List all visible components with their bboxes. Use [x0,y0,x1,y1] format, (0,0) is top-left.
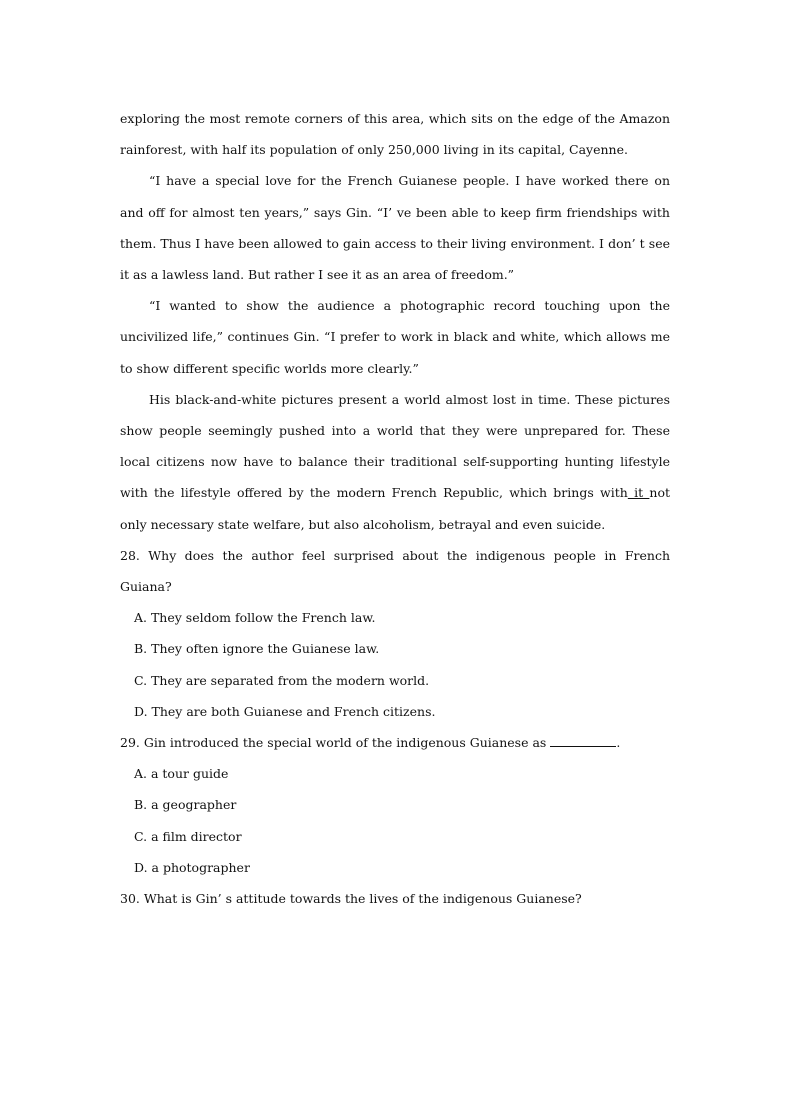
passage-paragraph-2: “I have a special love for the French Guianese people. I have worked there on and off for almost ten years,” says Gin. “I’ ve been able to keep firm friendships with them. Thus I have been allowed to gain access to their living environment. I don’ t see it as a lawless land. But rather I see it as an area of freedom.” [120,173,670,283]
question-28-option-c: C. They are separated from the modern world. [134,672,430,688]
question-29-stem [120,727,670,758]
passage-paragraph-4 [120,384,670,540]
underlined-word-it: it [627,485,650,501]
paragraph-4-text-after: not only necessary state welfare, but also alcoholism, betrayal and even suicide. [120,485,671,532]
document-page [120,103,670,914]
question-29-stem-end: . [616,735,621,751]
question-29 [120,727,670,883]
question-29-option-d: D. a photographer [134,859,250,875]
question-28-stem: 28. Why does the author feel surprised about the indigenous people in French Guiana? [120,547,670,595]
question-30 [120,883,670,914]
question-28-option-d: D. They are both Guianese and French citizens. [134,703,436,719]
question-30-stem: 30. What is Gin’ s attitude towards the lives of the indigenous Guianese? [120,891,582,907]
question-28 [120,540,670,727]
question-29-option-a: A. a tour guide [134,766,229,782]
question-28-option-b: B. They often ignore the Guianese law. [134,641,380,657]
paragraph-4-text-before: His black-and-white pictures present a world almost lost in time. These pictures show people seemingly pushed into a world that they were unprepared for. These local citizens now have to balance their traditional self-supporting hunting lifestyle with the lifestyle offered by the modern French Republic, which brings with [120,391,670,501]
question-29-stem-text: 29. Gin introduced the special world of the indigenous Guianese as [120,735,551,751]
answer-blank [550,732,616,747]
question-29-option-c: C. a film director [134,828,242,844]
passage-paragraph-3: “I wanted to show the audience a photographic record touching upon the uncivilized life,” continues Gin. “I prefer to work in black and white, which allows me to show different specific worlds more clearly.” [120,298,670,376]
question-29-option-b: B. a geographer [134,797,237,813]
passage-paragraph-1: exploring the most remote corners of this area, which sits on the edge of the Amazon rainforest, with half its population of only 250,000 living in its capital, Cayenne. [120,111,670,158]
question-28-option-a: A. They seldom follow the French law. [134,610,376,626]
